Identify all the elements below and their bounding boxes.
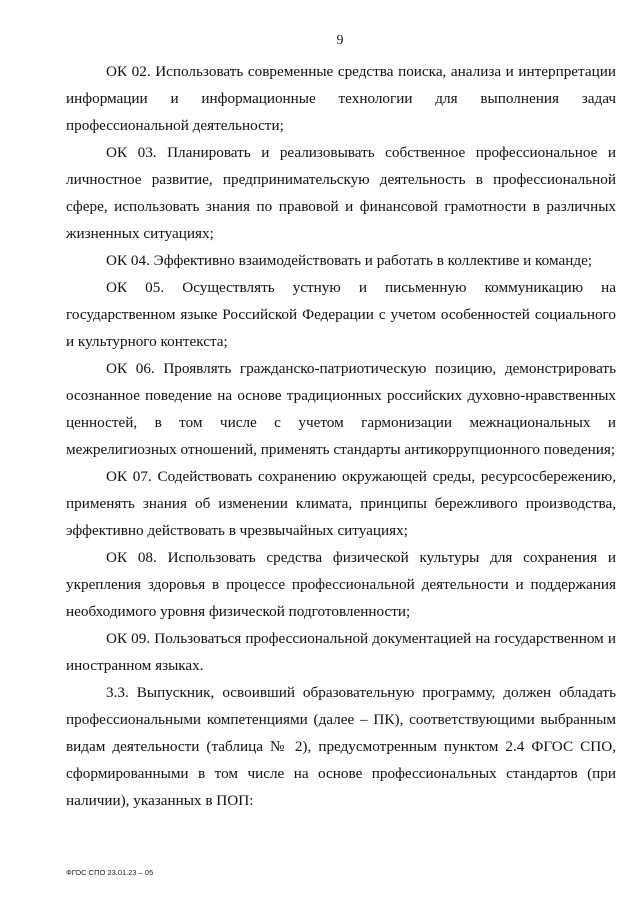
paragraph-ok-03: ОК 03. Планировать и реализовывать собственное профессиональное и личностное развитие, предпринимательскую деятельность в профессиональной сфере, использовать знания по правовой и финансовой грамотности в различных жизненных ситуациях; (66, 144, 616, 242)
paragraph-ok-08: ОК 08. Использовать средства физической культуры для сохранения и укрепления здоровья в процессе профессиональной деятельности и поддержания необходимого уровня физической подготовленности; (66, 549, 616, 620)
paragraph-ok-06: ОК 06. Проявлять гражданско-патриотическую позицию, демонстрировать осознанное поведение на основе традиционных российских духовно-нравственных ценностей, в том числе с учетом гармонизации межнациональных и межрелигиозных отношений, применять стандарты антикоррупционного поведения; (66, 360, 616, 458)
paragraph-ok-07: ОК 07. Содействовать сохранению окружающей среды, ресурсосбережению, применять знания об изменении климата, принципы бережливого производства, эффективно действовать в чрезвычайных ситуациях; (66, 468, 616, 539)
paragraph-ok-04: ОК 04. Эффективно взаимодействовать и работать в коллективе и команде; (106, 252, 593, 269)
paragraph-3-3: 3.3. Выпускник, освоивший образовательную программу, должен обладать профессиональными компетенциями (далее – ПК), соответствующими выбранным видам деятельности (таблица № 2), предусмотренным пунктом 2.4 ФГОС СПО, сформированными в том числе на основе профессиональных стандартов (при наличии), указанных в ПОП: (66, 684, 616, 809)
paragraph-ok-02: ОК 02. Использовать современные средства поиска, анализа и интерпретации информации и информационные технологии для выполнения задач профессиональной деятельности; (66, 63, 616, 134)
document-footer: ФГОС СПО 23.01.23 – 05 (66, 868, 154, 877)
page-number: 9 (336, 33, 344, 48)
document-body (66, 58, 616, 814)
paragraph-ok-05: ОК 05. Осуществлять устную и письменную коммуникацию на государственном языке Российской Федерации с учетом особенностей социального и культурного контекста; (66, 279, 616, 350)
paragraph-ok-09: ОК 09. Пользоваться профессиональной документацией на государственном и иностранном языках. (66, 630, 616, 674)
